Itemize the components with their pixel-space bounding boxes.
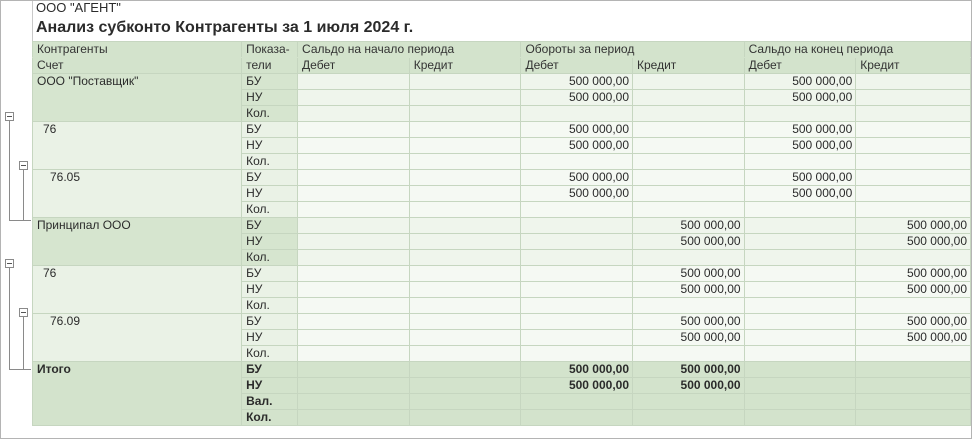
amount-cell[interactable] [298, 154, 410, 170]
amount-cell[interactable] [633, 90, 745, 106]
header-credit: Кредит [409, 58, 521, 74]
amount-cell[interactable] [744, 234, 856, 250]
header-indicators-2: тели [242, 58, 298, 74]
amount-cell[interactable]: 500 000,00 [633, 378, 745, 394]
amount-cell[interactable] [409, 74, 521, 90]
amount-cell[interactable] [409, 410, 521, 426]
amount-cell[interactable] [521, 346, 633, 362]
indicator-cell: БУ [242, 218, 298, 234]
amount-cell[interactable] [298, 330, 410, 346]
indicator-cell: БУ [242, 122, 298, 138]
amount-cell[interactable]: 500 000,00 [521, 138, 633, 154]
amount-cell[interactable] [856, 250, 971, 266]
amount-cell[interactable] [633, 106, 745, 122]
amount-cell[interactable] [521, 394, 633, 410]
amount-cell[interactable] [298, 90, 410, 106]
amount-cell[interactable] [856, 186, 971, 202]
amount-cell[interactable] [409, 90, 521, 106]
indicator-cell: Кол. [242, 410, 298, 426]
indicator-cell: Кол. [242, 106, 298, 122]
indicator-cell: НУ [242, 138, 298, 154]
table-row [33, 266, 971, 282]
collapse-toggle-icon[interactable] [19, 308, 28, 317]
amount-cell[interactable] [744, 250, 856, 266]
amount-cell[interactable] [298, 74, 410, 90]
amount-cell[interactable] [521, 250, 633, 266]
amount-cell[interactable]: 500 000,00 [633, 362, 745, 378]
amount-cell[interactable] [856, 90, 971, 106]
amount-cell[interactable]: 500 000,00 [521, 362, 633, 378]
amount-cell[interactable] [409, 314, 521, 330]
amount-cell[interactable] [744, 410, 856, 426]
amount-cell[interactable] [856, 170, 971, 186]
amount-cell[interactable] [409, 378, 521, 394]
amount-cell[interactable] [409, 106, 521, 122]
amount-cell[interactable] [298, 202, 410, 218]
amount-cell[interactable] [856, 362, 971, 378]
amount-cell[interactable]: 500 000,00 [633, 330, 745, 346]
amount-cell[interactable] [298, 394, 410, 410]
amount-cell[interactable] [633, 298, 745, 314]
collapse-toggle-icon[interactable] [5, 112, 14, 121]
amount-cell[interactable] [633, 122, 745, 138]
column-divider [32, 1, 33, 43]
amount-cell[interactable] [856, 138, 971, 154]
amount-cell[interactable] [633, 202, 745, 218]
amount-cell[interactable] [298, 250, 410, 266]
amount-cell[interactable] [744, 202, 856, 218]
amount-cell[interactable] [409, 154, 521, 170]
indicator-cell: НУ [242, 186, 298, 202]
row-group-label[interactable]: 76 [33, 266, 242, 314]
amount-cell[interactable] [409, 394, 521, 410]
row-group-label[interactable]: 76 [33, 122, 242, 170]
amount-cell[interactable] [521, 314, 633, 330]
indicator-cell: БУ [242, 170, 298, 186]
amount-cell[interactable] [298, 266, 410, 282]
amount-cell[interactable] [409, 186, 521, 202]
header-opening-balance: Сальдо на начало периода [298, 42, 521, 58]
amount-cell[interactable] [409, 122, 521, 138]
amount-cell[interactable]: 500 000,00 [744, 138, 856, 154]
amount-cell[interactable] [521, 202, 633, 218]
amount-cell[interactable] [633, 394, 745, 410]
amount-cell[interactable] [521, 106, 633, 122]
tree-line [9, 268, 10, 370]
amount-cell[interactable] [409, 138, 521, 154]
amount-cell[interactable] [744, 106, 856, 122]
amount-cell[interactable] [856, 346, 971, 362]
amount-cell[interactable]: 500 000,00 [521, 122, 633, 138]
amount-cell[interactable] [409, 266, 521, 282]
amount-cell[interactable] [633, 74, 745, 90]
amount-cell[interactable]: 500 000,00 [856, 266, 971, 282]
amount-cell[interactable] [409, 346, 521, 362]
indicator-cell: Кол. [242, 250, 298, 266]
amount-cell[interactable]: 500 000,00 [521, 186, 633, 202]
report-title: Анализ субконто Контрагенты за 1 июля 2024 г. [36, 19, 414, 36]
amount-cell[interactable] [856, 202, 971, 218]
indicator-cell: Кол. [242, 154, 298, 170]
row-group-label[interactable]: 76.05 [33, 170, 242, 218]
row-group-label[interactable]: Принципал ООО [33, 218, 242, 266]
amount-cell[interactable] [409, 250, 521, 266]
amount-cell[interactable] [298, 138, 410, 154]
header-row-1 [33, 42, 971, 58]
grouping-tree [1, 1, 32, 439]
amount-cell[interactable] [856, 394, 971, 410]
amount-cell[interactable] [409, 362, 521, 378]
amount-cell[interactable] [633, 410, 745, 426]
amount-cell[interactable] [521, 330, 633, 346]
report-table [32, 41, 971, 426]
header-debit: Дебет [298, 58, 410, 74]
amount-cell[interactable] [856, 74, 971, 90]
indicator-cell: НУ [242, 330, 298, 346]
amount-cell[interactable]: 500 000,00 [633, 234, 745, 250]
amount-cell[interactable] [298, 186, 410, 202]
amount-cell[interactable] [298, 410, 410, 426]
amount-cell[interactable] [409, 170, 521, 186]
amount-cell[interactable] [856, 122, 971, 138]
amount-cell[interactable] [298, 346, 410, 362]
amount-cell[interactable] [409, 298, 521, 314]
amount-cell[interactable] [856, 298, 971, 314]
amount-cell[interactable] [409, 330, 521, 346]
header-closing-balance: Сальдо на конец периода [744, 42, 970, 58]
amount-cell[interactable] [409, 218, 521, 234]
amount-cell[interactable] [298, 218, 410, 234]
amount-cell[interactable]: 500 000,00 [521, 74, 633, 90]
amount-cell[interactable] [298, 106, 410, 122]
amount-cell[interactable]: 500 000,00 [856, 234, 971, 250]
amount-cell[interactable] [633, 170, 745, 186]
table-row [33, 170, 971, 186]
tree-line [9, 220, 31, 221]
amount-cell[interactable]: 500 000,00 [521, 90, 633, 106]
amount-cell[interactable] [521, 266, 633, 282]
amount-cell[interactable]: 500 000,00 [633, 314, 745, 330]
header-indicators: Показа- [242, 42, 298, 58]
amount-cell[interactable] [744, 266, 856, 282]
table-row [33, 74, 971, 90]
indicator-cell: Вал. [242, 394, 298, 410]
amount-cell[interactable] [521, 298, 633, 314]
amount-cell[interactable] [633, 186, 745, 202]
header-turnover: Обороты за период [521, 42, 744, 58]
amount-cell[interactable] [521, 154, 633, 170]
amount-cell[interactable] [409, 282, 521, 298]
amount-cell[interactable] [298, 122, 410, 138]
indicator-cell: Кол. [242, 298, 298, 314]
header-credit: Кредит [633, 58, 745, 74]
header-debit: Дебет [744, 58, 856, 74]
amount-cell[interactable] [744, 346, 856, 362]
amount-cell[interactable] [633, 138, 745, 154]
amount-cell[interactable]: 500 000,00 [744, 186, 856, 202]
amount-cell[interactable] [633, 346, 745, 362]
amount-cell[interactable] [744, 378, 856, 394]
tree-line [9, 369, 31, 370]
amount-cell[interactable] [744, 298, 856, 314]
header-counterparty: Контрагенты [33, 42, 242, 58]
amount-cell[interactable]: 500 000,00 [856, 314, 971, 330]
amount-cell[interactable] [298, 314, 410, 330]
amount-cell[interactable] [744, 330, 856, 346]
organization-name: ООО "АГЕНТ" [36, 0, 121, 15]
tree-line [23, 170, 24, 221]
amount-cell[interactable] [633, 154, 745, 170]
amount-cell[interactable] [521, 282, 633, 298]
header-debit: Дебет [521, 58, 633, 74]
amount-cell[interactable]: 500 000,00 [633, 282, 745, 298]
indicator-cell: НУ [242, 234, 298, 250]
table-row [33, 314, 971, 330]
amount-cell[interactable] [409, 202, 521, 218]
amount-cell[interactable] [856, 410, 971, 426]
header-account: Счет [33, 58, 242, 74]
amount-cell[interactable]: 500 000,00 [744, 74, 856, 90]
table-row [33, 218, 971, 234]
amount-cell[interactable] [298, 234, 410, 250]
table-row [33, 122, 971, 138]
amount-cell[interactable]: 500 000,00 [521, 170, 633, 186]
indicator-cell: БУ [242, 266, 298, 282]
amount-cell[interactable]: 500 000,00 [856, 330, 971, 346]
amount-cell[interactable]: 500 000,00 [521, 378, 633, 394]
amount-cell[interactable]: 500 000,00 [856, 218, 971, 234]
amount-cell[interactable] [744, 314, 856, 330]
tree-line [23, 317, 24, 369]
row-group-label[interactable]: ООО "Поставщик" [33, 74, 242, 122]
amount-cell[interactable] [298, 282, 410, 298]
indicator-cell: НУ [242, 378, 298, 394]
amount-cell[interactable] [744, 362, 856, 378]
amount-cell[interactable] [521, 234, 633, 250]
amount-cell[interactable] [744, 394, 856, 410]
amount-cell[interactable]: 500 000,00 [744, 90, 856, 106]
amount-cell[interactable]: 500 000,00 [744, 170, 856, 186]
amount-cell[interactable] [744, 282, 856, 298]
amount-cell[interactable]: 500 000,00 [744, 122, 856, 138]
amount-cell[interactable] [744, 218, 856, 234]
amount-cell[interactable] [521, 410, 633, 426]
amount-cell[interactable] [633, 250, 745, 266]
indicator-cell: Кол. [242, 346, 298, 362]
amount-cell[interactable] [298, 378, 410, 394]
row-group-label[interactable]: 76.09 [33, 314, 242, 362]
amount-cell[interactable] [744, 154, 856, 170]
amount-cell[interactable] [298, 362, 410, 378]
header-credit: Кредит [856, 58, 971, 74]
indicator-cell: БУ [242, 362, 298, 378]
indicator-cell: Кол. [242, 202, 298, 218]
amount-cell[interactable] [856, 106, 971, 122]
indicator-cell: БУ [242, 314, 298, 330]
amount-cell[interactable]: 500 000,00 [633, 218, 745, 234]
amount-cell[interactable] [521, 218, 633, 234]
tree-line [9, 121, 10, 221]
header-row-2 [33, 58, 971, 74]
row-group-label[interactable]: Итого [33, 362, 242, 426]
amount-cell[interactable] [298, 170, 410, 186]
amount-cell[interactable] [856, 378, 971, 394]
total-row [33, 362, 971, 378]
collapse-toggle-icon[interactable] [19, 161, 28, 170]
amount-cell[interactable]: 500 000,00 [633, 266, 745, 282]
collapse-toggle-icon[interactable] [5, 259, 14, 268]
indicator-cell: НУ [242, 90, 298, 106]
amount-cell[interactable] [298, 298, 410, 314]
amount-cell[interactable] [409, 234, 521, 250]
amount-cell[interactable]: 500 000,00 [856, 282, 971, 298]
indicator-cell: НУ [242, 282, 298, 298]
amount-cell[interactable] [856, 154, 971, 170]
indicator-cell: БУ [242, 74, 298, 90]
